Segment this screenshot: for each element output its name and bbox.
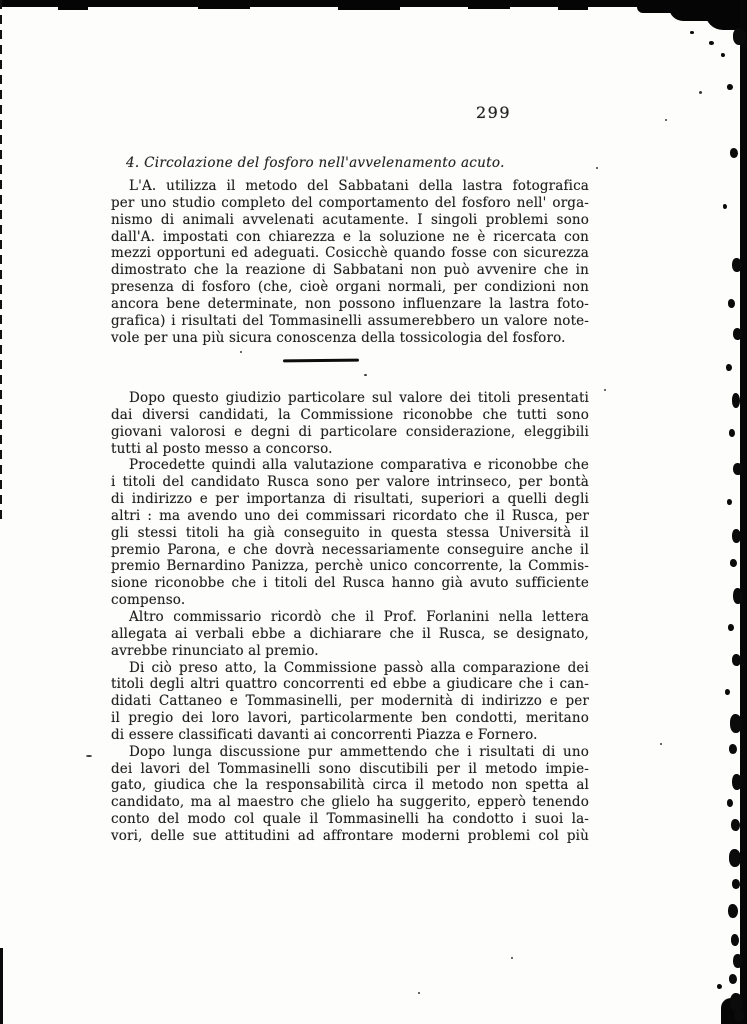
scan-speckle (511, 957, 513, 959)
text-line: presenza di fosforo (che, cioè organi normali, per condizioni non (111, 279, 589, 296)
scan-speckle (86, 755, 92, 757)
scan-speckle (739, 959, 743, 965)
scan-speckle (723, 204, 727, 209)
scan-speckle (729, 744, 737, 754)
scan-border-notch (558, 7, 588, 10)
text-line: tutti al posto messo a concorso. (111, 440, 333, 457)
text-line: allegata ai verbali ebbe a dichiarare che il Rusca, se designato, (111, 625, 589, 642)
scan-border-notch (468, 7, 510, 9)
scan-speckle (732, 879, 740, 889)
scan-border-notch (338, 7, 400, 10)
text-line: dall'A. impostati con chiarezza e la soluzione ne è ricercata con (111, 228, 589, 245)
text-line: di indirizzo e per importanza di risultati, superiori a quelli degli (111, 491, 589, 508)
text-line: i titoli del candidato Rusca sono per valore intrinseco, per bontà (111, 474, 589, 491)
scan-speckle (604, 389, 606, 391)
text-line: Dopo lunga discussione pur ammettendo che i risultati di uno (129, 743, 589, 760)
scan-speckle (418, 992, 420, 994)
scan-border-top (0, 0, 747, 7)
scan-speckle (240, 351, 242, 353)
text-line: premio Bernardino Panizza, perchè unico concorrente, la Commis- (111, 558, 589, 575)
scan-speckle (728, 904, 738, 918)
scan-speckle (730, 714, 742, 733)
scan-speckle (364, 374, 367, 376)
text-line: nismo di animali avvelenati acutamente. I singoli problemi sono (111, 211, 589, 228)
text-line: Di ciò preso atto, la Commissione passò alla comparazione dei (129, 659, 589, 676)
scan-speckle (733, 328, 742, 340)
text-line: candidato, ma al maestro che glielo ha suggerito, epperò tenendo (111, 794, 589, 811)
scan-border-notch (198, 7, 250, 9)
text-line: ancora bene determinate, non possono influenzare la lastra foto- (111, 295, 589, 312)
text-line: sione riconobbe che i titoli del Rusca hanno già avuto sufficiente (111, 575, 589, 592)
text-line: gato, giudica che la responsabilità circa il metodo non spetta al (111, 777, 589, 794)
text-line: grafica) i risultati del Tommasinelli assumerebbero un valore note- (111, 312, 589, 329)
text-line: premio Parona, e che dovrà necessariamente conseguire anche il (111, 541, 589, 558)
text-section-review (111, 178, 589, 346)
text-line: per uno studio completo del comportamento del fosforo nell' orga- (111, 194, 589, 211)
text-line: giovani valorosi e degni di particolare considerazione, eleggibili (111, 423, 589, 440)
scan-speckle (731, 819, 740, 831)
scan-speckle (732, 774, 742, 790)
text-line: Procedette quindi alla valutazione comparativa e riconobbe che (129, 457, 589, 474)
text-line: didati Cattaneo e Tommasinelli, per modernità di indirizzo e per (111, 693, 589, 710)
scan-border-left (0, 0, 2, 525)
scan-speckle (729, 849, 741, 867)
text-line: Dopo questo giudizio particolare sul valore dei titoli presentati (129, 390, 589, 406)
scan-speckle (732, 393, 740, 408)
text-line: di essere classificati davanti ai concorrenti Piazza e Fornero. (111, 726, 538, 743)
scan-border-notch (58, 7, 88, 10)
scan-speckle (665, 119, 667, 121)
scan-speckle (729, 429, 735, 437)
page-number: 299 (476, 103, 512, 122)
section-divider (283, 359, 359, 363)
text-section-commission (111, 390, 589, 845)
scan-speckle (733, 463, 743, 475)
scan-speckle (596, 167, 598, 169)
scan-speckle (732, 529, 741, 543)
scan-speckle (726, 364, 732, 371)
text-line: gli stessi titoli ha già conseguito in questa stessa Università il (111, 524, 589, 541)
scan-speckle (731, 934, 739, 946)
scan-border-left (0, 948, 3, 1024)
scan-speckle (725, 689, 730, 695)
text-line: altri : ma avendo uno dei commissari ricordato che il Rusca, per (111, 507, 589, 524)
text-line: titoli degli altri quattro concorrenti ed ebbe a giudicare che i can- (111, 676, 589, 693)
text-line: vori, delle sue attitudini ad affrontare moderni problemi col più (111, 827, 589, 844)
scan-speckle (734, 1009, 744, 1022)
scan-speckle (660, 743, 662, 745)
text-line: L'A. utilizza il metodo del Sabbatani della lastra fotografica (129, 178, 589, 194)
scan-speckle (727, 799, 733, 807)
text-line: dai diversi candidati, la Commissione riconobbe che tutti sono (111, 406, 589, 423)
text-line: il pregio dei loro lavori, particolarmente ben condotti, meritano (111, 710, 589, 727)
scan-speckle (728, 624, 734, 631)
scan-speckle (728, 299, 735, 308)
scan-speckle (709, 41, 714, 45)
scan-speckle (721, 53, 725, 57)
scan-speckle (733, 588, 743, 604)
text-line: dei lavori del Tommasinelli sono discutibili per il metodo impie- (111, 760, 589, 777)
scan-speckle (699, 91, 702, 94)
scan-speckle (727, 84, 733, 90)
scan-speckle (727, 499, 732, 505)
text-line: compenso. (111, 592, 186, 609)
text-line: Altro commissario ricordò che il Prof. Forlanini nella lettera (129, 608, 589, 625)
scan-speckle (730, 148, 738, 158)
scan-speckle (717, 984, 722, 989)
scan-speckle (733, 28, 746, 45)
scan-speckle (732, 654, 741, 666)
scan-speckle (732, 258, 742, 272)
text-line: mezzi opportuni ed adeguati. Cosicchè quando fosse con sicurezza (111, 245, 589, 262)
scan-speckle (730, 559, 737, 567)
text-line: vole per una più sicura conoscenza della tossicologia del fosforo. (111, 329, 566, 346)
text-line: conto del modo col quale il Tommasinelli ha condotto i suoi la- (111, 811, 589, 828)
section-heading: 4. Circolazione del fosforo nell'avvelenamento acuto. (126, 155, 505, 171)
scan-speckle (729, 974, 737, 984)
scan-border-right (740, 0, 747, 1024)
text-line: dimostrato che la reazione di Sabbatani non può avvenire che in (111, 262, 589, 279)
scan-speckle (690, 31, 694, 34)
text-line: avrebbe rinunciato al premio. (111, 642, 319, 659)
